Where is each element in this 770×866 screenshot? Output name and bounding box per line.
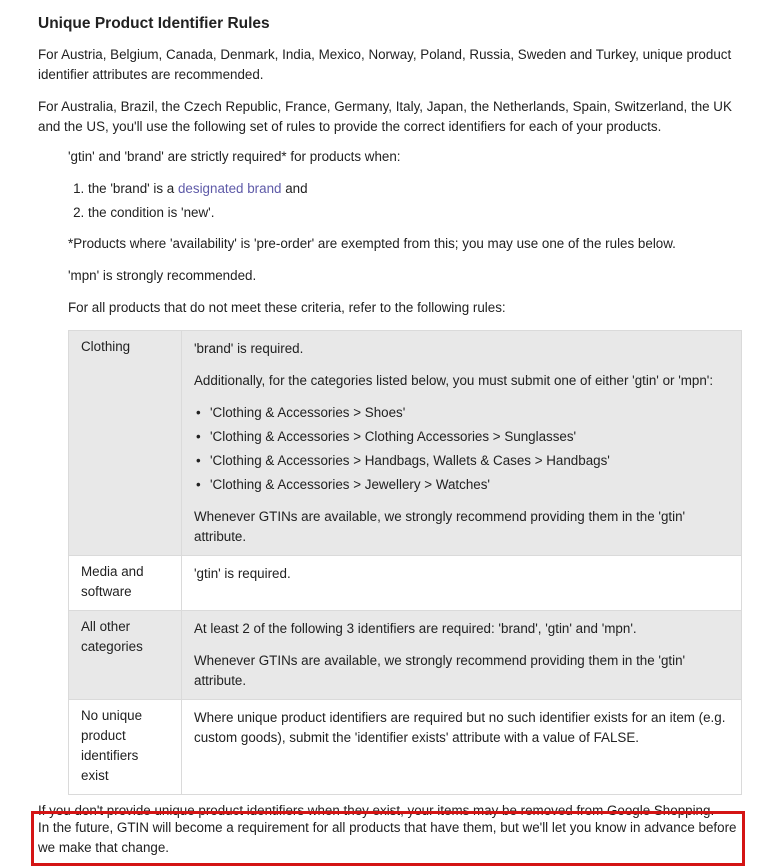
intro-paragraph: For Austria, Belgium, Canada, Denmark, India, Mexico, Norway, Poland, Russia, Sweden and Turkey, unique product identifier attributes are recommended. <box>38 47 732 82</box>
list-item: • 'Clothing & Accessories > Clothing Accessories > Sunglasses' <box>194 427 729 447</box>
rule-text: 'gtin' is required. <box>194 566 291 581</box>
list-item: • 'Clothing & Accessories > Jewellery > Watches' <box>194 475 729 495</box>
category-list <box>194 403 729 495</box>
category-cell: Clothing <box>69 331 182 556</box>
table-row <box>69 331 742 556</box>
article <box>38 0 750 821</box>
removal-warning: If you don't provide unique product identifiers when they exist, your items may be removed from Google Shopping. <box>38 803 715 818</box>
designated-brand-link[interactable]: designated brand <box>177 181 282 196</box>
rule-text: Where unique product identifiers are required but no such identifier exists for an item (e.g. custom goods), submit the 'identifier exists' attribute with a value of FALSE. <box>194 710 726 745</box>
criteria-note: For all products that do not meet these criteria, refer to the following rules: <box>68 300 506 315</box>
condition-item <box>88 179 750 199</box>
list-item: • 'Clothing & Accessories > Shoes' <box>194 403 729 423</box>
rule-text: At least 2 of the following 3 identifiers are required: 'brand', 'gtin' and 'mpn'. <box>194 621 637 636</box>
condition-item: 2. the condition is 'new'. <box>88 203 750 223</box>
table-row <box>69 556 742 611</box>
rules-intro-paragraph: For Australia, Brazil, the Czech Republic, France, Germany, Italy, Japan, the Netherlands, Spain, Switzerland, the UK and the US, you'll use the following set of rules to provide the correct identifiers for each of your products. <box>38 99 732 134</box>
rules-table <box>68 330 742 795</box>
category-cell: All other categories <box>69 611 182 700</box>
category-cell: No unique product identifiers exist <box>69 700 182 795</box>
highlighted-future-note <box>31 811 745 866</box>
rule-cell <box>182 700 742 795</box>
category-cell: Media and software <box>69 556 182 611</box>
rule-cell <box>182 556 742 611</box>
rule-text: Whenever GTINs are available, we strongly recommend providing them in the 'gtin' attribute. <box>194 509 686 544</box>
rule-text: Additionally, for the categories listed below, you must submit one of either 'gtin' or 'mpn': <box>194 373 714 388</box>
condition-text: and <box>281 181 308 196</box>
page-title: Unique Product Identifier Rules <box>38 15 270 32</box>
future-note-text: In the future, GTIN will become a requirement for all products that have them, but we'll let you know in advance before we make that change. <box>38 820 737 855</box>
table-row <box>69 700 742 795</box>
list-item: • 'Clothing & Accessories > Handbags, Wallets & Cases > Handbags' <box>194 451 729 471</box>
rule-text: 'brand' is required. <box>194 341 304 356</box>
preorder-note: *Products where 'availability' is 'pre-order' are exempted from this; you may use one of the rules below. <box>68 236 676 251</box>
strict-required-text: 'gtin' and 'brand' are strictly required* for products when: <box>68 149 401 164</box>
condition-text: the 'brand' is a <box>88 181 178 196</box>
rule-cell <box>182 611 742 700</box>
mpn-note: 'mpn' is strongly recommended. <box>68 268 257 283</box>
rule-text: Whenever GTINs are available, we strongly recommend providing them in the 'gtin' attribute. <box>194 653 686 688</box>
rules-block <box>68 147 750 318</box>
table-row <box>69 611 742 700</box>
conditions-list <box>68 179 750 223</box>
rule-cell <box>182 331 742 556</box>
